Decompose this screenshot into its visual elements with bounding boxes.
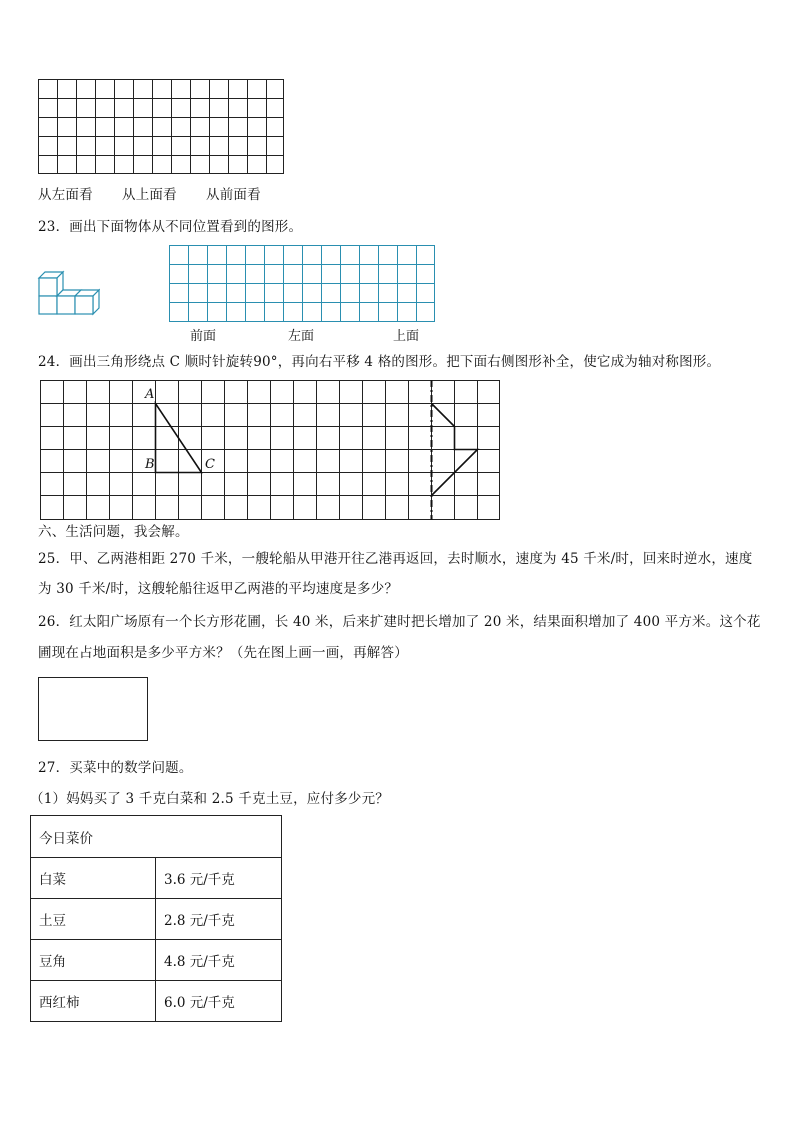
question-27-sub-1: （1）妈妈买了 3 千克白菜和 2.5 千克土豆，应付多少元？: [30, 791, 390, 807]
caption-front-view: 从前面看: [206, 187, 261, 203]
vegetable-price: 3.6 元/千克: [156, 858, 282, 899]
question-25-line-2: 为 30 千米/时，这艘轮船往返甲乙两港的平均速度是多少？: [38, 581, 399, 597]
question-26-line-1: 26．红太阳广场原有一个长方形花圃，长 40 米，后来扩建时把长增加了 20 米，结果面积增加了 400 平方米。这个花: [38, 614, 761, 630]
flowerbed-rectangle: [38, 677, 148, 741]
caption-top: 上面: [393, 329, 420, 344]
vegetable-name: 白菜: [31, 858, 156, 899]
vegetable-name: 豆角: [31, 940, 156, 981]
vegetable-price: 2.8 元/千克: [156, 899, 282, 940]
question-24: 24．画出三角形绕点 C 顺时针旋转90°，再向右平移 4 格的图形。把下面右侧图形补全，使它成为轴对称图形。: [38, 354, 721, 370]
table-row: [31, 899, 282, 940]
caption-left-view: 从左面看: [38, 187, 93, 203]
question-25-line-1: 25．甲、乙两港相距 270 千米，一艘轮船从甲港开往乙港再返回，去时顺水，速度为 45 千米/时，回来时逆水，速度: [38, 551, 753, 567]
table-header: 今日菜价: [31, 816, 282, 858]
section-6-title: 六、生活问题，我会解。: [38, 524, 189, 540]
vegetable-name: 土豆: [31, 899, 156, 940]
question-23: 23．画出下面物体从不同位置看到的图形。: [38, 219, 303, 235]
rotation-grid: [40, 380, 501, 521]
table-row: [31, 940, 282, 981]
question-26-line-2: 圃现在占地面积是多少平方米？（先在图上画一画，再解答）: [38, 645, 408, 661]
caption-left: 左面: [288, 329, 315, 344]
caption-top-view: 从上面看: [122, 187, 177, 203]
question-27-title: 27．买菜中的数学问题。: [38, 760, 193, 776]
price-table: [30, 815, 282, 1022]
table-header-row: [31, 816, 282, 858]
grid-three-views-2: [169, 245, 436, 323]
cube-stack-figure: [36, 270, 100, 328]
grid-three-views-1: [38, 79, 285, 175]
table-row: [31, 858, 282, 899]
vertex-a-label: A: [145, 387, 155, 402]
vertex-b-label: B: [145, 457, 155, 472]
table-row: [31, 981, 282, 1022]
vegetable-name: 西红柿: [31, 981, 156, 1022]
vegetable-price: 6.0 元/千克: [156, 981, 282, 1022]
vertex-c-label: C: [205, 457, 215, 472]
caption-front: 前面: [190, 329, 217, 344]
vegetable-price: 4.8 元/千克: [156, 940, 282, 981]
